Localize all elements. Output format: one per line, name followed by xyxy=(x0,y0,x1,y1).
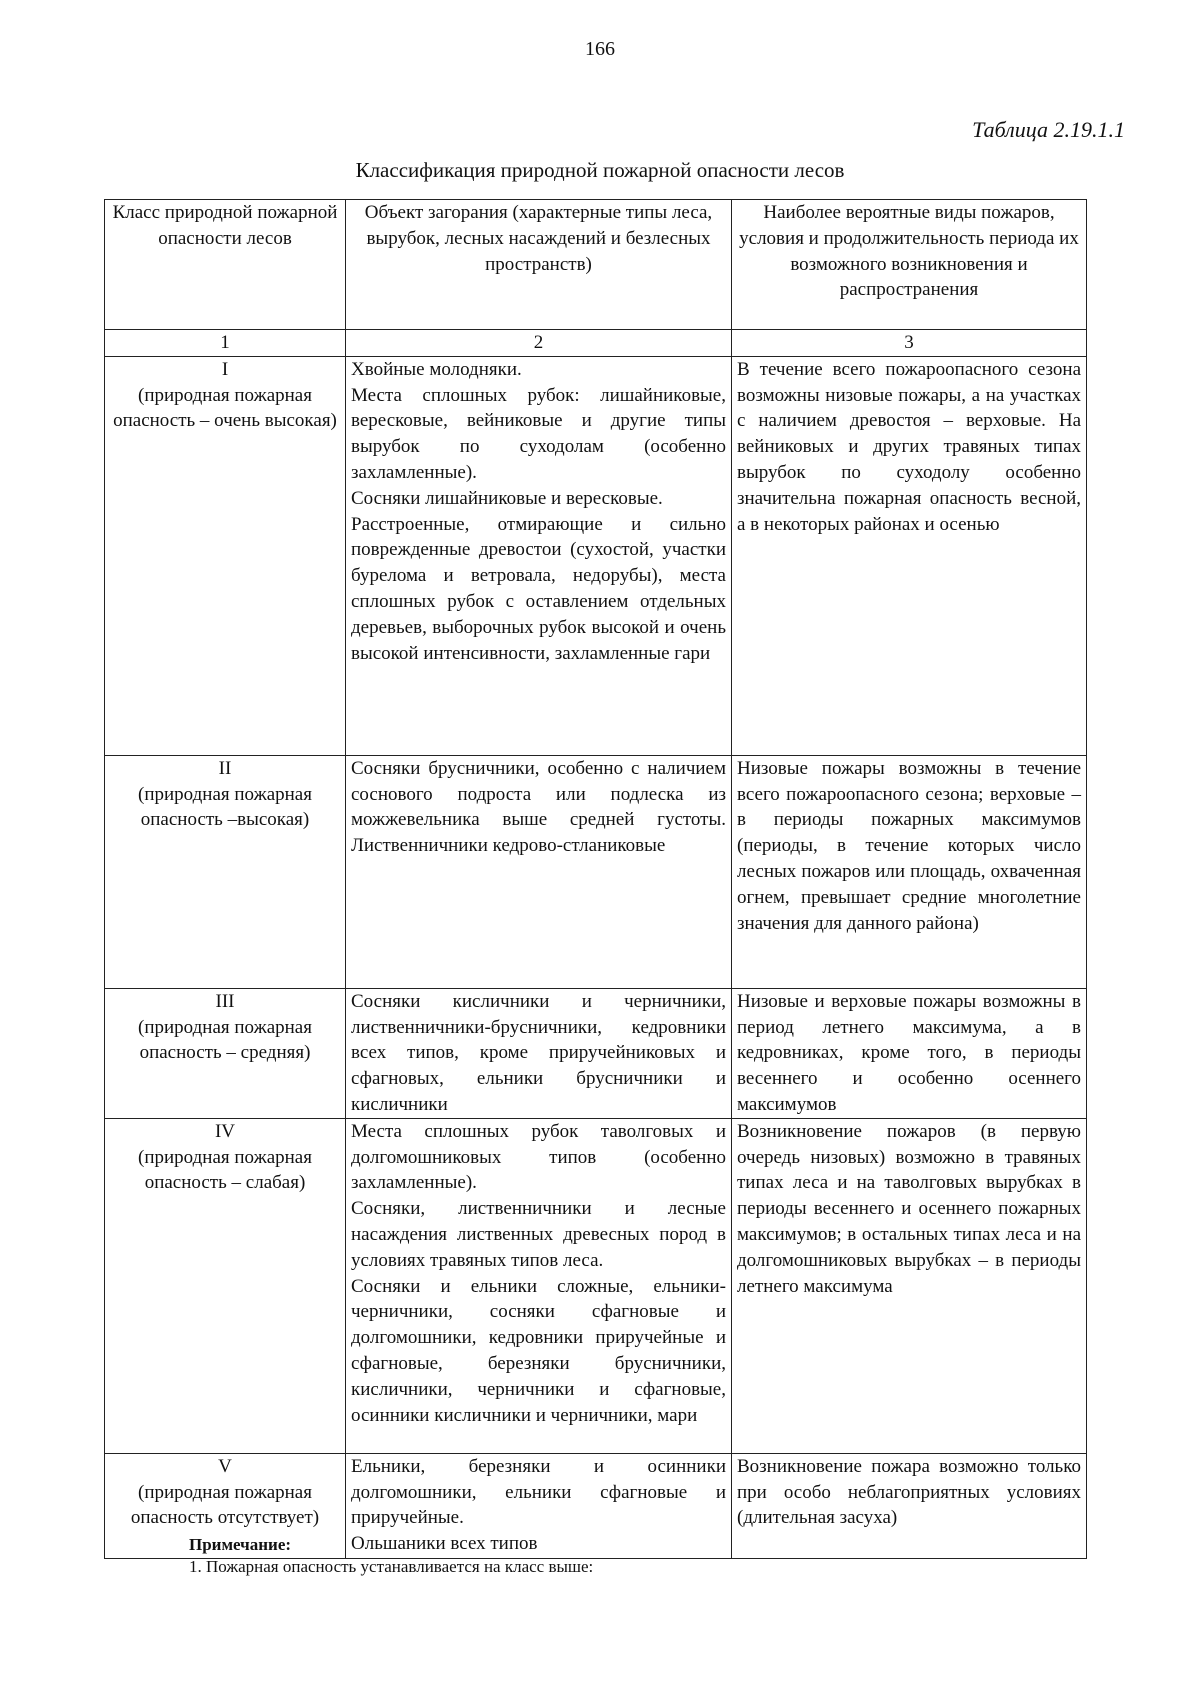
class-number: III xyxy=(215,990,235,1012)
object-cell xyxy=(346,755,732,988)
fires-cell: Возникновение пожара возможно только при особо неблагоприятных условиях (длительная засуха) xyxy=(732,1453,1087,1558)
note-item: 1. Пожарная опасность устанавливается на класс выше: xyxy=(189,1557,594,1576)
class-description: (природная пожарная опасность – средняя) xyxy=(138,1016,312,1064)
object-cell xyxy=(346,1118,732,1453)
object-text: Сосняки кисличники и черничники, лиственничники-брусничники, кедровники всех типов, кроме приручейниковых и сфагновых, ельники брусничники и кисличники xyxy=(351,990,726,1115)
table-title: Классификация природной пожарной опасности лесов xyxy=(355,158,845,182)
fires-cell: Низовые и верховые пожары возможны в период летнего максимума, а в кедровниках, кроме того, в периоды весеннего и особенно осеннего максимумов xyxy=(732,988,1087,1118)
fire-danger-table xyxy=(104,199,1087,1559)
column-number: 1 xyxy=(105,330,346,357)
object-text: Сосняки и ельники сложные, ельники-черничники, сосняки сфагновые и долгомошники, кедровники приручейные и сфагновые, березняки брусничники, кисличники, черничники и сфагновые, осинники кисличники и черничники, мари xyxy=(351,1275,726,1426)
object-text: Ольшаники всех типов xyxy=(351,1533,538,1555)
class-description: (природная пожарная опасность отсутствует) xyxy=(130,1481,320,1529)
fires-cell: Возникновение пожаров (в первую очередь низовых) возможно в травяных типах леса и на таволговых вырубках в периоды весеннего и осеннего пожарных максимумов; в остальных типах леса и на долгомошниковых вырубках – в периоды летнего максимума xyxy=(732,1118,1087,1453)
class-cell xyxy=(105,356,346,755)
class-cell xyxy=(105,1118,346,1453)
column-number: 2 xyxy=(346,330,732,357)
table-row xyxy=(105,988,1087,1118)
column-number: 3 xyxy=(732,330,1087,357)
object-text: Сосняки, лиственничники и лесные насаждения лиственных древесных пород в условиях травяных типов леса. xyxy=(351,1198,726,1271)
table-row xyxy=(105,1118,1087,1453)
column-numbers-row xyxy=(105,330,1087,357)
table-row xyxy=(105,356,1087,755)
object-text: Расстроенные, отмирающие и сильно поврежденные древостои (сухостой, участки бурелома и ветровала, недорубы), места сплошных рубок с оставлением отдельных деревьев, выборочных рубок высокой и очень высокой интенсивности, захламленные гари xyxy=(351,513,726,664)
class-number: V xyxy=(218,1455,232,1477)
object-text: Ельники, березняки и осинники долгомошники, ельники сфагновые и приручейные. xyxy=(351,1455,726,1529)
class-cell xyxy=(105,755,346,988)
object-text: Места сплошных рубок таволговых и долгомошниковых типов (особенно захламленные). xyxy=(351,1120,726,1194)
class-description: (природная пожарная опасность – очень высокая) xyxy=(113,384,337,432)
class-description: (природная пожарная опасность –высокая) xyxy=(138,783,312,831)
page-number: 166 xyxy=(585,38,615,60)
object-cell xyxy=(346,988,732,1118)
object-text: Хвойные молодняки. xyxy=(351,358,522,380)
object-cell xyxy=(346,356,732,755)
table-row xyxy=(105,755,1087,988)
header-object: Объект загорания (характерные типы леса, вырубок, лесных насаждений и безлесных пространств) xyxy=(346,200,732,330)
object-text: Места сплошных рубок: лишайниковые, вересковые, вейниковые и другие типы вырубок по суходолам (особенно захламленные). xyxy=(351,384,726,483)
class-number: II xyxy=(218,757,232,779)
notes-section xyxy=(189,1534,593,1578)
table-header-row xyxy=(105,200,1087,330)
fires-cell: Низовые пожары возможны в течение всего пожароопасного сезона; верховые – в периоды пожарных максимумов (периоды, в течение которых число лесных пожаров или площадь, охваченная огнем, превышает средние многолетние значения для данного района) xyxy=(732,755,1087,988)
class-cell xyxy=(105,988,346,1118)
table-label: Таблица 2.19.1.1 xyxy=(972,117,1125,142)
class-description: (природная пожарная опасность – слабая) xyxy=(138,1146,312,1194)
class-number: IV xyxy=(214,1120,236,1142)
fires-cell: В течение всего пожароопасного сезона возможны низовые пожары, а на участках с наличием древостоя – верховые. На вейниковых и других травяных типах вырубок по суходолу особенно значительна пожарная опасность весной, а в некоторых районах и осенью xyxy=(732,356,1087,755)
note-title: Примечание: xyxy=(189,1535,292,1554)
header-fires: Наиболее вероятные виды пожаров, условия и продолжительность периода их возможного возникновения и распространения xyxy=(732,200,1087,330)
object-text: Сосняки лишайниковые и вересковые. xyxy=(351,487,663,509)
class-number: I xyxy=(221,358,229,380)
object-text: Сосняки брусничники, особенно с наличием соснового подроста или подлеска из можжевельника выше средней густоты. Лиственничники кедрово-стланиковые xyxy=(351,757,726,857)
header-class: Класс природной пожарной опасности лесов xyxy=(105,200,346,330)
